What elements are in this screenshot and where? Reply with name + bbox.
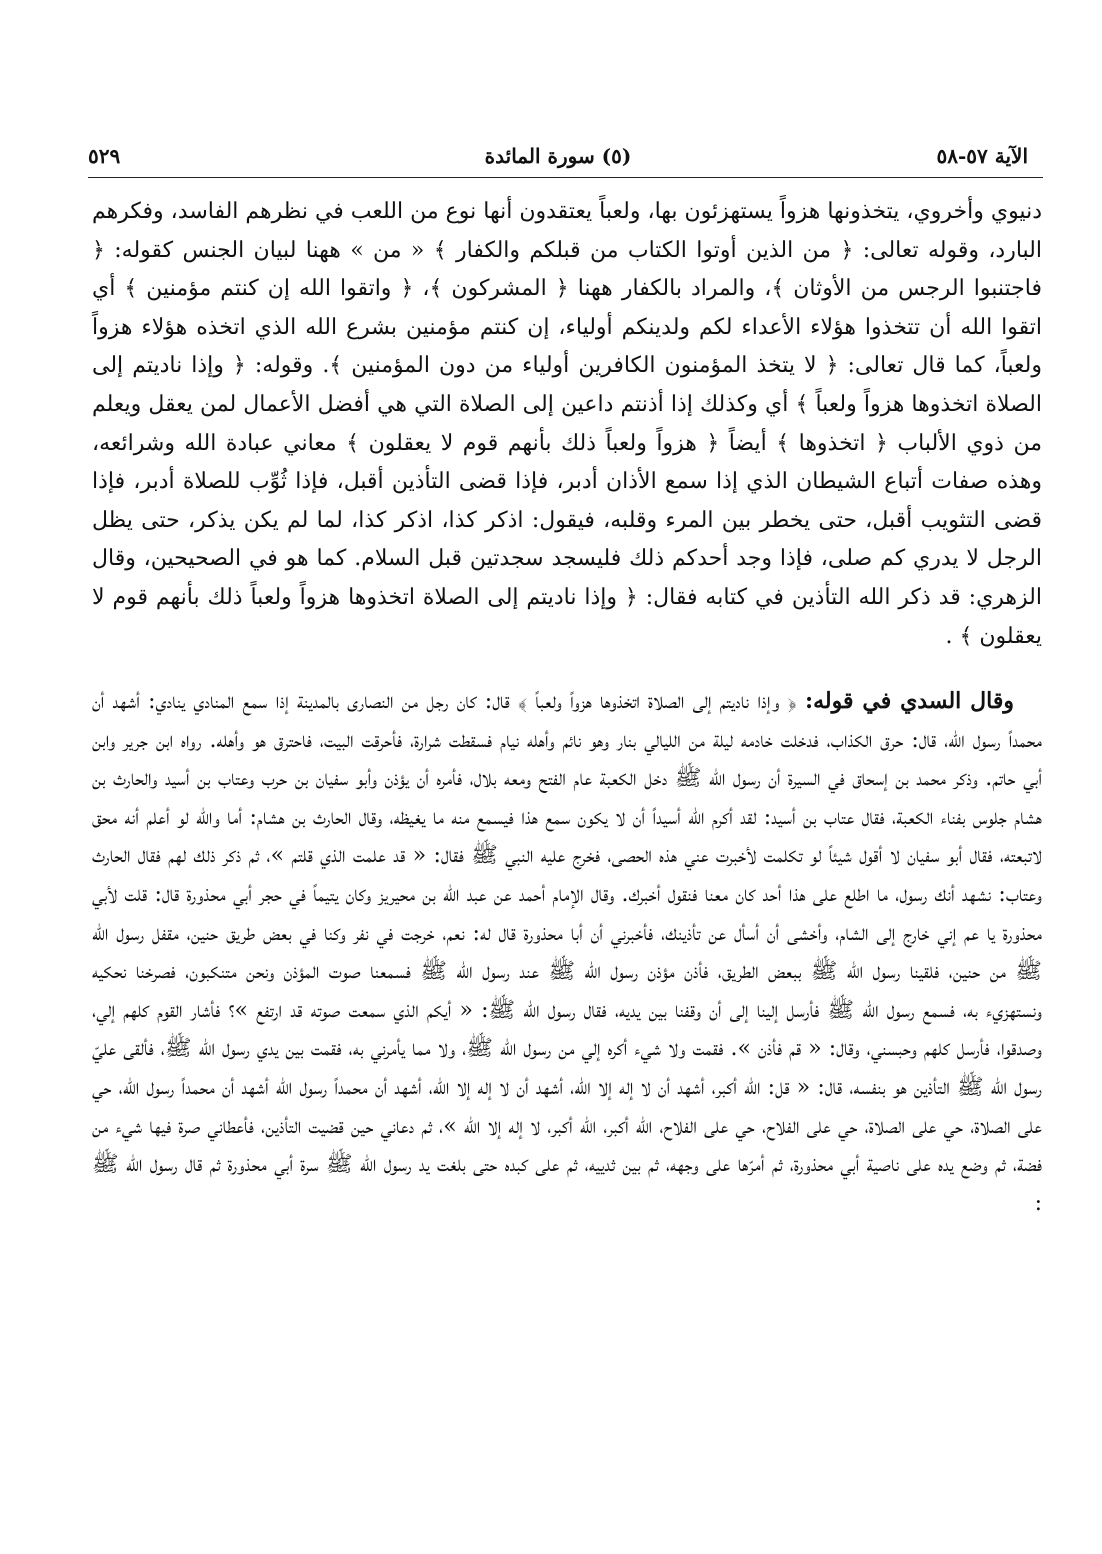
paragraph-narration <box>92 682 1042 1223</box>
surah-title: (٥) سورة المائدة <box>484 144 632 168</box>
paragraph-lead: وقال السدي في قوله: <box>804 688 1014 714</box>
paragraph-commentary: دنيوي وأخروي، يتخذونها هزواً يستهزئون بها، ولعباً يعتقدون أنها نوع من اللعب في نظرهم الفاسد، وفكرهم البارد، وقوله تعالى: ﴿ من الذين أوتوا الكتاب من قبلكم والكفار ﴾ « من » ههنا لبيان الجنس كقوله: ﴿ فاجتنبوا الرجس من الأوثان ﴾، والمراد بالكفار ههنا ﴿ المشركون ﴾، ﴿ واتقوا الله إن كنتم مؤمنين ﴾ أي اتقوا الله أن تتخذوا هؤلاء الأعداء لكم ولدينكم أولياء، إن كنتم مؤمنين بشرع الله الذي اتخذه هؤلاء هزواً ولعباً، كما قال تعالى: ﴿ لا يتخذ المؤمنون الكافرين أولياء من دون المؤمنين ﴾. وقوله: ﴿ وإذا ناديتم إلى الصلاة اتخذوها هزواً ولعباً ﴾ أي وكذلك إذا أذنتم داعين إلى الصلاة التي هي أفضل الأعمال لمن يعقل ويعلم من ذوي الألباب ﴿ اتخذوها ﴾ أيضاً ﴿ هزواً ولعباً ذلك بأنهم قوم لا يعقلون ﴾ معاني عبادة الله وشرائعه، وهذه صفات أتباع الشيطان الذي إذا سمع الأذان أدبر، فإذا قضى التأذين أقبل، فإذا ثُوِّب للصلاة أدبر، فإذا قضى التثويب أقبل، حتى يخطر بين المرء وقلبه، فيقول: اذكر كذا، اذكر كذا، لما لم يكن يذكر، حتى يظل الرجل لا يدري كم صلى، فإذا وجد أحدكم ذلك فليسجد سجدتين قبل السلام. كما هو في الصحيحين، وقال الزهري: قد ذكر الله التأذين في كتابه فقال: ﴿ وإذا ناديتم إلى الصلاة اتخذوها هزواً ولعباً ذلك بأنهم قوم لا يعقلون ﴾ . <box>92 199 1043 649</box>
verse-reference: الآية ٥٧-٥٨ <box>936 144 1028 168</box>
page-number: ٥٢٩ <box>88 144 121 168</box>
running-header <box>88 140 1028 172</box>
header-divider <box>88 177 1043 178</box>
paragraph-text: ﴿ وإذا ناديتم إلى الصلاة اتخذوها هزواً ولعباً ﴾ قال: كان رجل من النصارى بالمدينة إذا سمع المنادي ينادي: أشهد أن محمداً رسول الله، قال: حرق الكذاب، فدخلت خادمه ليلة من الليالي بنار وهو نائم وأهله نيام فسقطت شرارة، فأحرقت البيت، فاحترق هو وأهله. رواه ابن جرير وابن أبي حاتم. وذكر محمد بن إسحاق في السيرة أن رسول الله ﷺ دخل الكعبة عام الفتح ومعه بلال، فأمره أن يؤذن وأبو سفيان بن حرب وعتاب بن أسيد والحارث بن هشام جلوس بفناء الكعبة، فقال عتاب بن أسيد: لقد أكرم الله أسيداً أن لا يكون سمع هذا فيسمع منه ما يغيظه، وقال الحارث بن هشام: أما والله لو أعلم أنه محق لاتبعته، فقال أبو سفيان لا أقول شيئاً لو تكلمت لأخبرت عني هذه الحصى، فخرج عليه النبي ﷺ فقال: « قد علمت الذي قلتم »، ثم ذكر ذلك لهم فقال الحارث وعتاب: نشهد أنك رسول، ما اطلع على هذا أحد كان معنا فنقول أخبرك. وقال الإمام أحمد عن عبد الله بن محيريز وكان يتيماً في حجر أبي محذورة قال: قلت لأبي محذورة يا عم إني خارج إلى الشام، وأخشى أن أسأل عن تأذينك، فأخبرني أن أبا محذورة قال له: نعم، خرجت في نفر وكنا في بعض طريق حنين، مقفل رسول الله ﷺ من حنين، فلقينا رسول الله ﷺ ببعض الطريق، فأذن مؤذن رسول الله ﷺ عند رسول الله ﷺ فسمعنا صوت المؤذن ونحن متنكبون، فصرخنا نحكيه ونستهزيء به، فسمع رسول الله ﷺ فأرسل إلينا إلى أن وقفنا بين يديه، فقال رسول الله ﷺ: « أيكم الذي سمعت صوته قد ارتفع »؟ فأشار القوم كلهم إلي، وصدقوا، فأرسل كلهم وحبسني، وقال: « قم فأذن ». فقمت ولا شيء أكره إلي من رسول الله ﷺ، ولا مما يأمرني به، فقمت بين يدي رسول الله ﷺ، فألقى عليّ رسول الله ﷺ التأذين هو بنفسه، قال: « قل: الله أكبر، أشهد أن لا إله إلا الله، أشهد أن لا إله إلا الله، أشهد أن محمداً رسول الله أشهد أن محمداً رسول الله، حي على الصلاة، حي على الصلاة، حي على الفلاح، حي على الفلاح، الله أكبر، الله أكبر، لا إله إلا الله »، ثم دعاني حين قضيت التأذين، فأعطاني صرة فيها شيء من فضة، ثم وضع يده على ناصية أبي محذورة، ثم أمرّها على وجهه، ثم بين ثدييه، ثم على كبده حتى بلغت يد رسول الله ﷺ سرة أبي محذورة ثم قال رسول الله ﷺ : <box>92 689 1042 1216</box>
